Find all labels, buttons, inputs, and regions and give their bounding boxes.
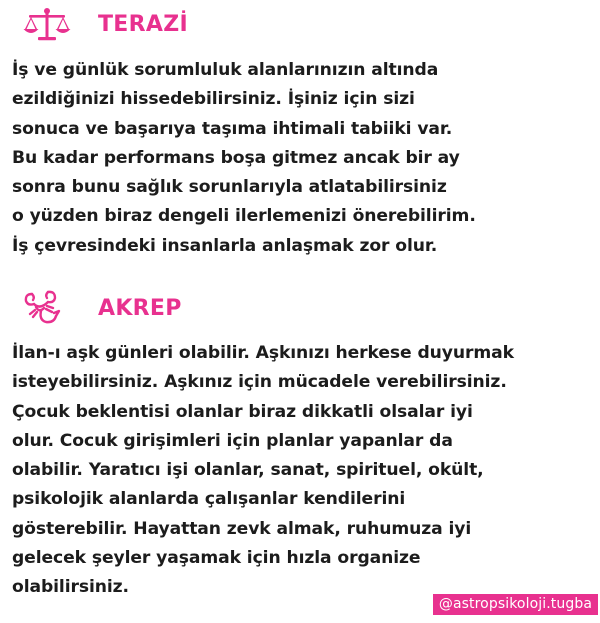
- libra-scales-icon: [22, 4, 80, 44]
- libra-line: o yüzden biraz dengeli ilerlemenizi önerebilirim.: [12, 206, 476, 227]
- watermark-handle: @astropsikoloji.tugba: [433, 594, 598, 615]
- libra-paragraph: [12, 56, 600, 261]
- scorpio-header: [22, 288, 182, 328]
- scorpio-line: olabilir. Yaratıcı işi olanlar, sanat, spirituel, okült,: [12, 460, 484, 481]
- libra-line: sonuca ve başarıya taşıma ihtimali tabiiki var.: [12, 118, 453, 139]
- libra-line: sonra bunu sağlık sorunlarıyla atlatabilirsiniz: [12, 177, 447, 198]
- libra-title: TERAZİ: [98, 11, 188, 37]
- libra-line: ezildiğinizi hissedebilirsiniz. İşiniz için sizi: [12, 89, 415, 110]
- scorpio-line: gelecek şeyler yaşamak için hızla organize: [12, 548, 421, 569]
- libra-line: İş ve günlük sorumluluk alanlarınızın altında: [12, 60, 439, 80]
- scorpio-title: AKREP: [98, 295, 182, 321]
- libra-line: Bu kadar performans boşa gitmez ancak bir ay: [12, 147, 460, 168]
- libra-line: İş çevresindeki insanlarla anlaşmak zor olur.: [12, 235, 438, 256]
- scorpio-line: isteyebilirsiniz. Aşkınız için mücadele verebilirsiniz.: [12, 372, 507, 393]
- scorpio-line: gösterebilir. Hayattan zevk almak, ruhumuza iyi: [12, 518, 472, 539]
- scorpio-line: olur. Cocuk girişimleri için planlar yapanlar da: [12, 430, 453, 451]
- libra-header: [22, 4, 188, 44]
- scorpio-line: İlan-ı aşk günleri olabilir. Aşkınızı herkese duyurmak: [12, 343, 514, 363]
- scorpio-line: olabilirsiniz.: [12, 577, 129, 598]
- scorpio-paragraph: [12, 339, 600, 603]
- scorpio-scorpion-icon: [22, 288, 80, 328]
- scorpio-line: Çocuk beklentisi olanlar biraz dikkatli olsalar iyi: [12, 401, 473, 422]
- scorpio-line: psikolojik alanlarda çalışanlar kendilerini: [12, 489, 406, 510]
